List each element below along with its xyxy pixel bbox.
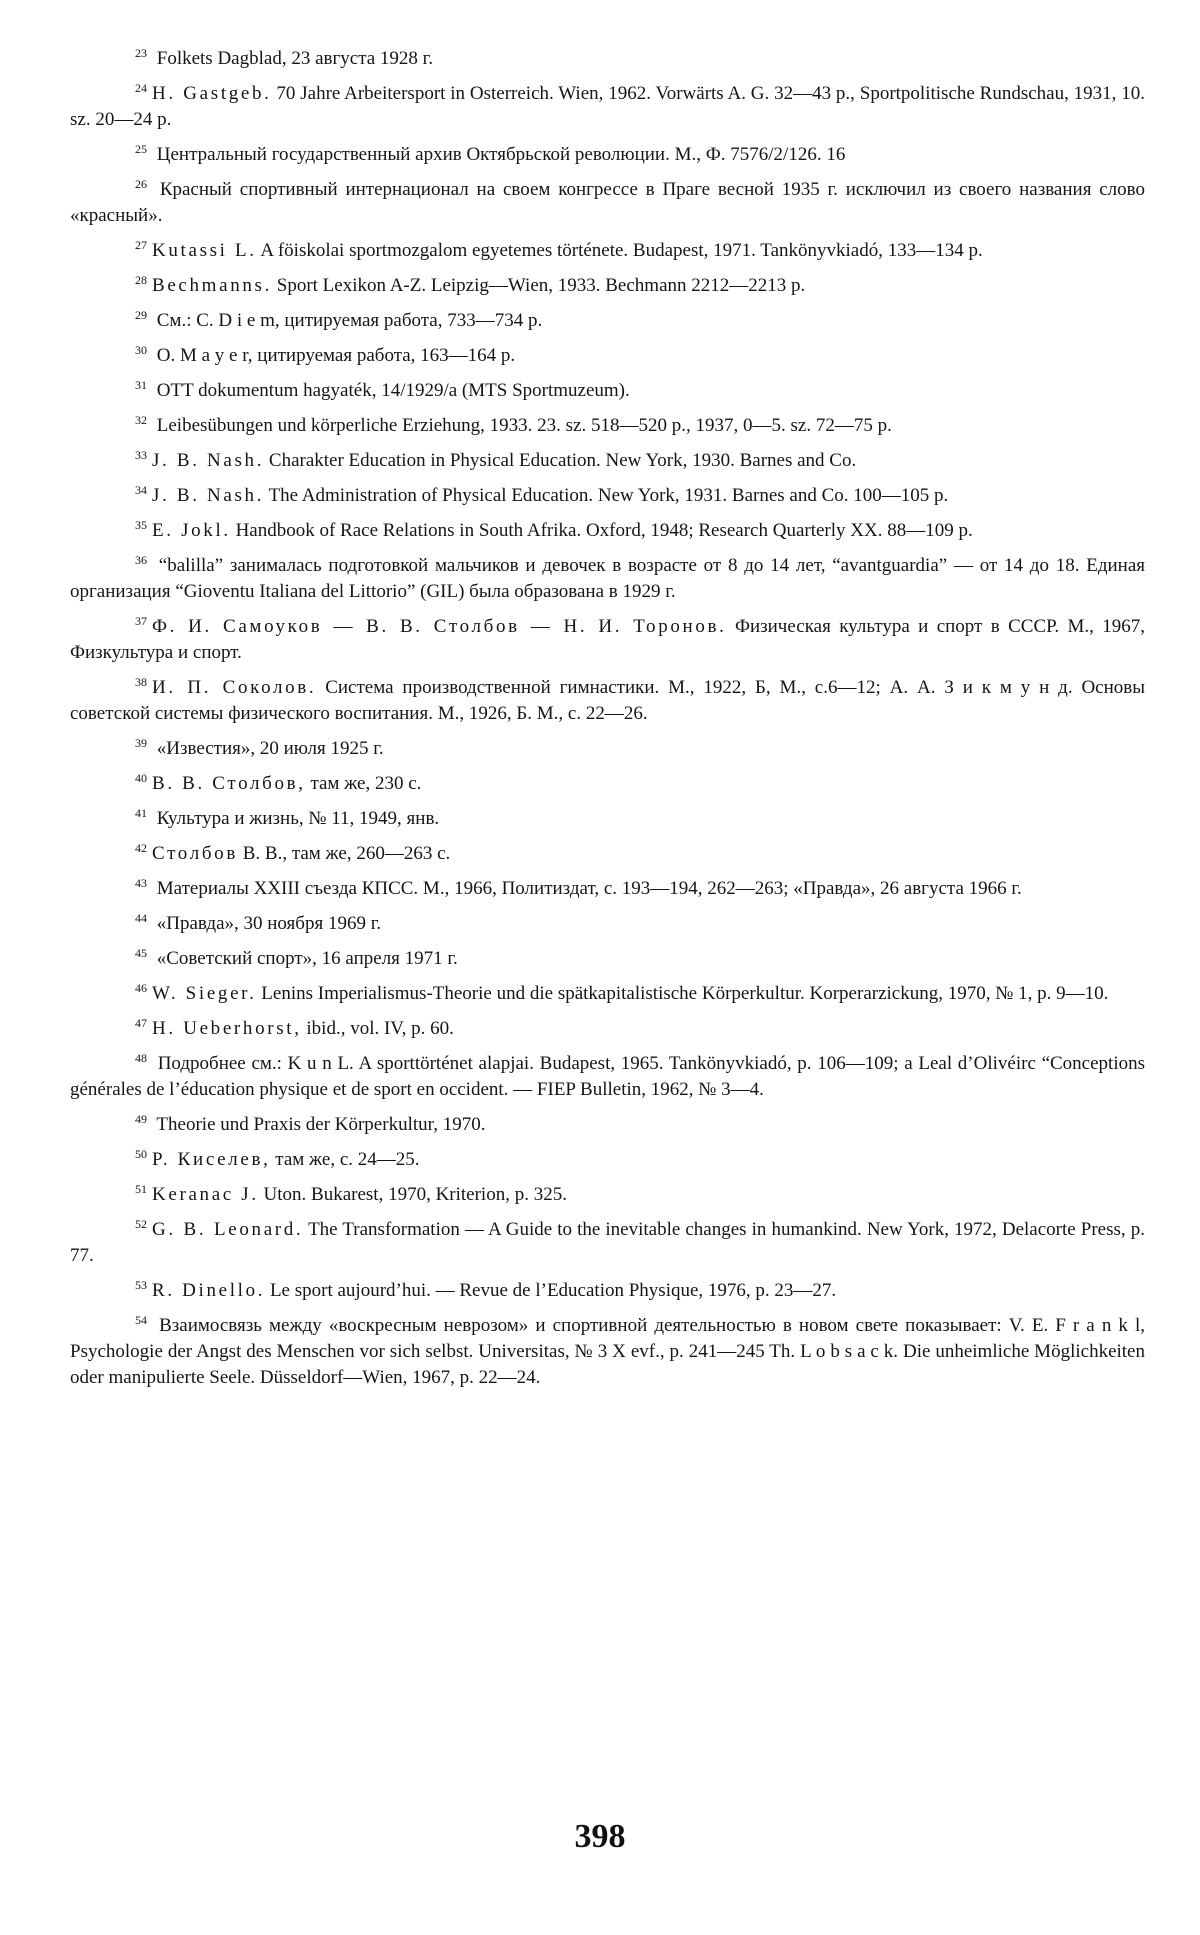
footnote-text: «Советский спорт», 16 апреля 1971 г. bbox=[156, 948, 458, 969]
footnote-number: 35 bbox=[135, 517, 147, 532]
footnote-author: J. B. Nash. bbox=[152, 485, 265, 506]
footnote-author: H. Ueberhorst, bbox=[152, 1018, 302, 1039]
footnote bbox=[70, 841, 1145, 867]
footnote-text: Le sport aujourd’hui. — Revue de l’Education Physique, 1976, p. 23—27. bbox=[269, 1280, 837, 1301]
footnote-number: 44 bbox=[135, 910, 147, 925]
footnote bbox=[70, 981, 1145, 1007]
footnote bbox=[70, 1217, 1145, 1269]
footnote bbox=[70, 483, 1145, 509]
footnote-author: J. B. Nash. bbox=[152, 450, 265, 471]
footnote-text: Подробнее см.: K u n L. A sporttörténet alapjai. Budapest, 1965. Tankönyvkiadó, p. 106—109; a Leal d’Olivéirc “Conceptions générales de l’éducation physique et de sport en occident. — FIEP Bulletin, 1962, № 3—4. bbox=[70, 1053, 1145, 1100]
footnote-text: Система производственной гимнастики. М., 1922, Б, М., с.6—12; А. А. З и к м у н д. Основы советской системы физического воспитания. М., 1926, Б. М., с. 22—26. bbox=[70, 677, 1146, 724]
footnote-number: 50 bbox=[135, 1146, 147, 1161]
footnote-author: W. Sieger. bbox=[152, 983, 257, 1004]
footnote bbox=[70, 142, 1145, 168]
footnote-text: Центральный государственный архив Октябрьской революции. М., Ф. 7576/2/126. 16 bbox=[156, 144, 846, 165]
footnote bbox=[70, 553, 1145, 605]
footnote bbox=[70, 675, 1145, 727]
footnote-number: 53 bbox=[135, 1277, 147, 1292]
footnote bbox=[70, 911, 1145, 937]
footnote-text: Красный спортивный интернационал на своем конгрессе в Праге весной 1935 г. исключил из своего названия слово «красный». bbox=[70, 179, 1145, 226]
footnote-text: «Правда», 30 ноября 1969 г. bbox=[156, 913, 382, 934]
footnote bbox=[70, 238, 1145, 264]
footnote-number: 45 bbox=[135, 945, 147, 960]
footnote-number: 40 bbox=[135, 770, 147, 785]
footnote-text: OTT dokumentum hagyaték, 14/1929/a (MTS Sportmuzeum). bbox=[156, 380, 630, 401]
footnote bbox=[70, 413, 1145, 439]
footnote-author: R. Dinello. bbox=[152, 1280, 266, 1301]
footnote-number: 24 bbox=[135, 80, 147, 95]
footnote bbox=[70, 1112, 1145, 1138]
footnote bbox=[70, 876, 1145, 902]
footnote bbox=[70, 343, 1145, 369]
footnote-author: Keranac J. bbox=[152, 1184, 259, 1205]
footnote-number: 27 bbox=[135, 237, 147, 252]
footnote-author: E. Jokl. bbox=[152, 520, 231, 541]
footnote bbox=[70, 806, 1145, 832]
footnote bbox=[70, 1051, 1145, 1103]
footnote-text: 70 Jahre Arbeitersport in Osterreich. Wien, 1962. Vorwärts A. G. 32—43 p., Sportpolitische Rundschau, 1931, 10. sz. 20—24 p. bbox=[70, 83, 1145, 130]
footnote-number: 43 bbox=[135, 875, 147, 890]
footnote-text: «Известия», 20 июля 1925 г. bbox=[156, 738, 384, 759]
footnote-author: Ф. И. Самоуков — В. В. Столбов — Н. И. Торонов. bbox=[152, 616, 727, 637]
footnote-number: 28 bbox=[135, 272, 147, 287]
footnote-author: G. B. Leonard. bbox=[152, 1219, 304, 1240]
footnote-number: 34 bbox=[135, 482, 147, 497]
footnote-number: 39 bbox=[135, 735, 147, 750]
footnote bbox=[70, 518, 1145, 544]
footnote-text: “balilla” занималась подготовкой мальчиков и девочек в возрасте от 8 до 14 лет, “avantguardia” — от 14 до 18. Единая организация “Gioventu Italiana del Littorio” (GIL) была образована в 1929 г. bbox=[70, 555, 1145, 602]
footnote-text: Sport Lexikon A-Z. Leipzig—Wien, 1933. Bechmann 2212—2213 p. bbox=[276, 275, 806, 296]
footnote bbox=[70, 1182, 1145, 1208]
footnote-author: Bechmanns. bbox=[152, 275, 272, 296]
footnote-text: там же, 230 с. bbox=[310, 773, 422, 794]
footnote-number: 52 bbox=[135, 1216, 147, 1231]
footnote bbox=[70, 771, 1145, 797]
footnote bbox=[70, 448, 1145, 474]
footnotes-list bbox=[70, 46, 1145, 1400]
footnote-text: Lenins Imperialismus-Theorie und die spätkapitalistische Körperkultur. Korperarzickung, 1970, № 1, p. 9—10. bbox=[261, 983, 1109, 1004]
footnote-number: 42 bbox=[135, 840, 147, 855]
footnote-author: H. Gastgeb. bbox=[152, 83, 272, 104]
footnote bbox=[70, 177, 1145, 229]
footnote-text: Культура и жизнь, № 11, 1949, янв. bbox=[156, 808, 440, 829]
footnote bbox=[70, 946, 1145, 972]
footnote-text: Материалы XXIII съезда КПСС. М., 1966, Политиздат, с. 193—194, 262—263; «Правда», 26 августа 1966 г. bbox=[156, 878, 1022, 899]
footnote-number: 31 bbox=[135, 377, 147, 392]
footnote-number: 49 bbox=[135, 1111, 147, 1126]
footnote-number: 29 bbox=[135, 307, 147, 322]
footnote-text: Физическая культура и спорт в СССР. М., 1967, Физкультура и спорт. bbox=[70, 616, 1146, 663]
footnote bbox=[70, 81, 1145, 133]
footnote-text: A föiskolai sportmozgalom egyetemes története. Budapest, 1971. Tankönyvkiadó, 133—134 p. bbox=[260, 240, 983, 261]
footnote-number: 54 bbox=[135, 1312, 147, 1327]
footnote-number: 23 bbox=[135, 45, 147, 60]
footnote-number: 33 bbox=[135, 447, 147, 462]
footnote-number: 41 bbox=[135, 805, 147, 820]
footnote-text: Theorie und Praxis der Körperkultur, 1970. bbox=[156, 1114, 486, 1135]
footnote-number: 36 bbox=[135, 552, 147, 567]
footnote-number: 30 bbox=[135, 342, 147, 357]
footnote-number: 26 bbox=[135, 176, 147, 191]
footnote bbox=[70, 46, 1145, 72]
footnote bbox=[70, 614, 1145, 666]
footnote-number: 25 bbox=[135, 141, 147, 156]
page-number: 398 bbox=[574, 1818, 626, 1855]
footnote-text: См.: C. D i e m, цитируемая работа, 733—734 p. bbox=[156, 310, 543, 331]
footnote-text: Folkets Dagblad, 23 августа 1928 г. bbox=[156, 48, 434, 69]
footnote-text: Uton. Bukarest, 1970, Kriterion, p. 325. bbox=[263, 1184, 567, 1205]
footnote-author: В. В. Столбов, bbox=[152, 773, 306, 794]
footnote bbox=[70, 1278, 1145, 1304]
footnote-number: 37 bbox=[135, 613, 147, 628]
footnote-text: O. M a y e r, цитируемая работа, 163—164 p. bbox=[156, 345, 516, 366]
footnote-author: И. П. Соколов. bbox=[152, 677, 317, 698]
footnote-text: The Transformation — A Guide to the inevitable changes in humankind. New York, 1972, Delacorte Press, p. 77. bbox=[70, 1219, 1145, 1266]
footnote bbox=[70, 378, 1145, 404]
footnote-number: 38 bbox=[135, 674, 147, 689]
footnote-text: ibid., vol. IV, p. 60. bbox=[306, 1018, 454, 1039]
footnote-text: Взаимосвязь между «воскресным неврозом» и спортивной деятельностью в новом свете показывает: V. E. F r a n k l, Psychologie der Angst des Menschen vor sich selbst. Universitas, № 3 X evf., p. 241—245 Th. L o b s a c k. Die unheimliche Möglichkeiten oder manipulierte Seele. Düsseldorf—Wien, 1967, p. 22—24. bbox=[70, 1315, 1145, 1388]
footnote-text: там же, с. 24—25. bbox=[275, 1149, 420, 1170]
footnote bbox=[70, 273, 1145, 299]
footnote bbox=[70, 1016, 1145, 1042]
footnote-number: 47 bbox=[135, 1015, 147, 1030]
footnote-text: Charakter Education in Physical Education. New York, 1930. Barnes and Co. bbox=[268, 450, 857, 471]
footnote bbox=[70, 736, 1145, 762]
footnote-author: Р. Киселев, bbox=[152, 1149, 271, 1170]
footnote bbox=[70, 308, 1145, 334]
footnote-number: 46 bbox=[135, 980, 147, 995]
footnote-author: Kutassi L. bbox=[152, 240, 257, 261]
footnote-number: 32 bbox=[135, 412, 147, 427]
footnote bbox=[70, 1313, 1145, 1391]
footnote-author: Столбов bbox=[152, 843, 238, 864]
footnote-text: Handbook of Race Relations in South Afrika. Oxford, 1948; Research Quarterly XX. 88—109 p. bbox=[235, 520, 973, 541]
footnote-text: Leibesübungen und körperliche Erziehung, 1933. 23. sz. 518—520 p., 1937, 0—5. sz. 72—75 p. bbox=[156, 415, 892, 436]
footnote-text: В. В., там же, 260—263 с. bbox=[242, 843, 451, 864]
footnote bbox=[70, 1147, 1145, 1173]
footnote-text: The Administration of Physical Education. New York, 1931. Barnes and Co. 100—105 p. bbox=[268, 485, 949, 506]
footnote-number: 51 bbox=[135, 1181, 147, 1196]
footnote-number: 48 bbox=[135, 1050, 147, 1065]
